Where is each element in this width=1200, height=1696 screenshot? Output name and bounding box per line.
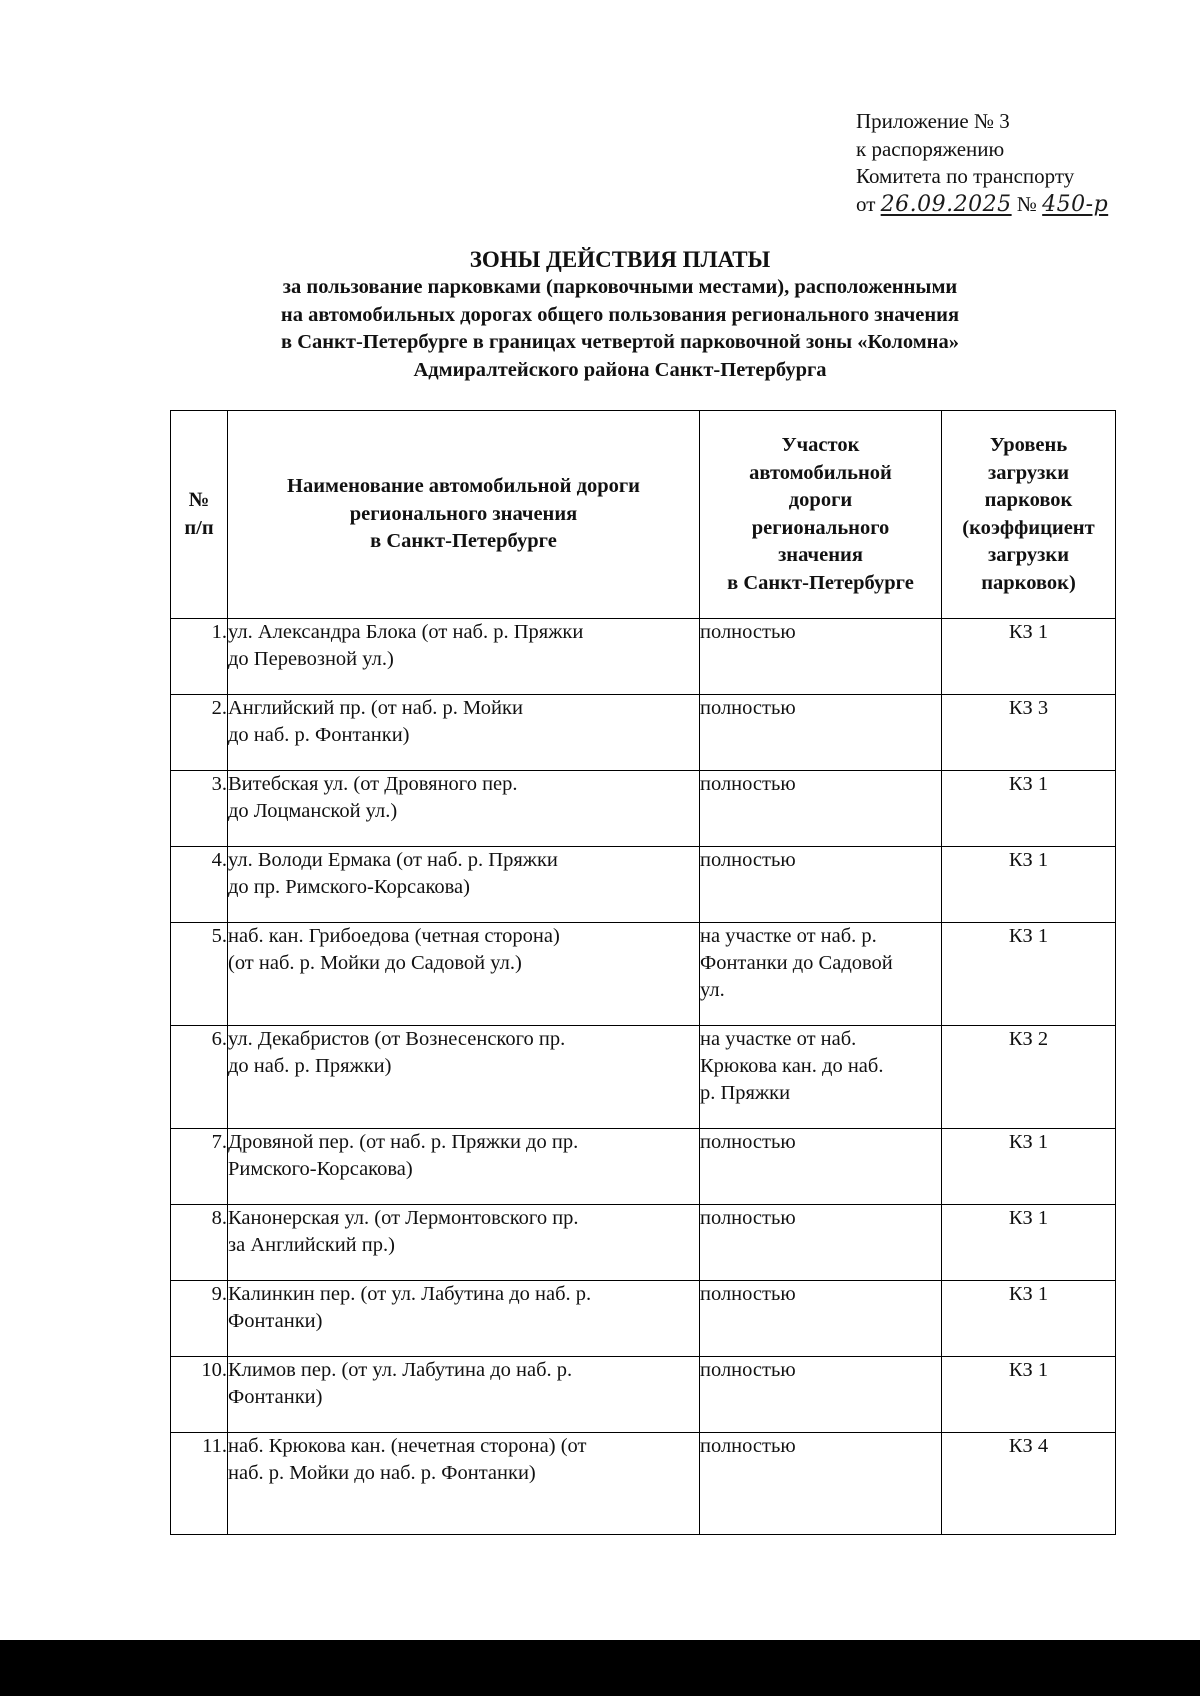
appendix-line: Комитета по транспорту [856, 164, 1075, 188]
row-number: 4. [171, 847, 228, 923]
road-name [228, 695, 700, 771]
cell-line: Фонтанки) [228, 1386, 323, 1408]
header-road-section [700, 411, 942, 619]
cell-line: наб. р. Мойки до наб. р. Фонтанки) [228, 1462, 536, 1484]
load-level: КЗ 4 [942, 1433, 1116, 1535]
cell-line: Калинкин пер. (от ул. Лабутина до наб. р. [228, 1283, 592, 1305]
road-name [228, 1026, 700, 1129]
table-row [171, 1433, 1116, 1535]
road-name [228, 847, 700, 923]
cell-line: до Лоцманской ул.) [228, 800, 398, 822]
header-text: п/п [184, 516, 214, 539]
header-text: загрузки [987, 461, 1070, 484]
header-text: Участок [781, 434, 860, 456]
road-section [700, 1129, 942, 1205]
header-text: Уровень [989, 434, 1068, 456]
cell-line: на участке от наб. [700, 1028, 857, 1050]
title-line: в Санкт-Петербурге в границах четвертой парковочной зоны «Коломна» [281, 331, 959, 353]
title-main: ЗОНЫ ДЕЙСТВИЯ ПЛАТЫ [469, 247, 771, 272]
road-section [700, 771, 942, 847]
header-road-name [228, 411, 700, 619]
road-section [700, 1433, 942, 1535]
row-number: 1. [171, 619, 228, 695]
scan-bottom-bar [0, 1640, 1200, 1696]
load-level: КЗ 1 [942, 1129, 1116, 1205]
load-level: КЗ 1 [942, 1205, 1116, 1281]
road-name [228, 1357, 700, 1433]
load-level: КЗ 1 [942, 1357, 1116, 1433]
cell-line: до наб. р. Пряжки) [228, 1055, 392, 1077]
cell-line: ул. Александра Блока (от наб. р. Пряжки [228, 621, 584, 643]
row-number: 2. [171, 695, 228, 771]
road-name [228, 1281, 700, 1357]
cell-line: полностью [700, 1207, 796, 1229]
header-num [171, 411, 228, 619]
cell-line: Фонтанки до Садовой [700, 952, 893, 974]
header-text: регионального [751, 516, 890, 539]
road-section [700, 1357, 942, 1433]
header-text: в Санкт-Петербурге [370, 530, 557, 553]
cell-line: Витебская ул. (от Дровяного пер. [228, 773, 518, 795]
cell-line: полностью [700, 1435, 796, 1457]
date-prefix: от [856, 191, 881, 216]
cell-line: за Английский пр.) [228, 1234, 395, 1256]
table-row [171, 771, 1116, 847]
load-level: КЗ 3 [942, 695, 1116, 771]
header-load-level [942, 411, 1116, 619]
cell-line: Дровяной пер. (от наб. р. Пряжки до пр. [228, 1131, 579, 1153]
table-row [171, 1129, 1116, 1205]
table-row [171, 695, 1116, 771]
table-row [171, 1357, 1116, 1433]
road-section [700, 619, 942, 695]
cell-line: полностью [700, 849, 796, 871]
cell-line: наб. Крюкова кан. (нечетная сторона) (от [228, 1435, 587, 1457]
table-row [171, 923, 1116, 1026]
row-number: 3. [171, 771, 228, 847]
document-title [0, 246, 1200, 384]
road-section [700, 695, 942, 771]
cell-line: ул. Декабристов (от Вознесенского пр. [228, 1028, 566, 1050]
cell-line: Римского-Корсакова) [228, 1158, 413, 1180]
row-number: 11. [171, 1433, 228, 1535]
cell-line: ул. [700, 979, 725, 1001]
load-level: КЗ 1 [942, 1281, 1116, 1357]
row-number: 5. [171, 923, 228, 1026]
row-number: 6. [171, 1026, 228, 1129]
cell-line: Климов пер. (от ул. Лабутина до наб. р. [228, 1359, 573, 1381]
cell-line: Фонтанки) [228, 1310, 323, 1332]
road-section [700, 1281, 942, 1357]
header-text: значения [778, 544, 863, 566]
table-row [171, 619, 1116, 695]
appendix-line: к распоряжению [856, 136, 1005, 161]
road-section [700, 1205, 942, 1281]
header-text: парковок [984, 489, 1073, 511]
handwritten-number: 450-р [1042, 191, 1109, 217]
appendix-line: Приложение № 3 [856, 109, 1010, 133]
road-name [228, 619, 700, 695]
cell-line: полностью [700, 1283, 796, 1305]
road-section [700, 1026, 942, 1129]
cell-line: (от наб. р. Мойки до Садовой ул.) [228, 952, 522, 974]
load-level: КЗ 2 [942, 1026, 1116, 1129]
cell-line: полностью [700, 773, 796, 795]
title-line: Адмиралтейского района Санкт-Петербурга [413, 358, 827, 381]
road-section [700, 847, 942, 923]
table-row [171, 1281, 1116, 1357]
road-name [228, 771, 700, 847]
cell-line: р. Пряжки [700, 1082, 791, 1104]
load-level: КЗ 1 [942, 847, 1116, 923]
handwritten-date: 26.09.2025 [880, 191, 1012, 217]
table-row [171, 1205, 1116, 1281]
cell-line: наб. кан. Грибоедова (четная сторона) [228, 925, 560, 947]
cell-line: полностью [700, 1131, 796, 1153]
title-line: за пользование парковками (парковочными местами), расположенными [282, 276, 958, 298]
cell-line: полностью [700, 697, 796, 719]
appendix-date-line [856, 191, 1108, 219]
header-text: (коэффициент [962, 516, 1095, 539]
cell-line: ул. Володи Ермака (от наб. р. Пряжки [228, 849, 558, 871]
road-name [228, 1129, 700, 1205]
row-number: 10. [171, 1357, 228, 1433]
cell-line: Английский пр. (от наб. р. Мойки [228, 697, 523, 719]
row-number: 9. [171, 1281, 228, 1357]
header-text: автомобильной [749, 461, 892, 484]
road-name [228, 923, 700, 1026]
road-section [700, 923, 942, 1026]
row-number: 7. [171, 1129, 228, 1205]
cell-line: Крюкова кан. до наб. [700, 1055, 884, 1077]
table-row [171, 847, 1116, 923]
header-text: регионального значения [349, 502, 578, 525]
parking-zones-table [170, 410, 1116, 1535]
road-name [228, 1205, 700, 1281]
table-header-row [171, 411, 1116, 619]
cell-line: полностью [700, 1359, 796, 1381]
cell-line: до пр. Римского-Корсакова) [228, 876, 470, 898]
row-number: 8. [171, 1205, 228, 1281]
number-prefix: № [1011, 191, 1043, 216]
load-level: КЗ 1 [942, 771, 1116, 847]
header-text: дороги [788, 489, 853, 511]
road-name [228, 1433, 700, 1535]
cell-line: до Перевозной ул.) [228, 648, 394, 670]
table-row [171, 1026, 1116, 1129]
cell-line: Канонерская ул. (от Лермонтовского пр. [228, 1207, 579, 1229]
header-text: парковок) [981, 571, 1076, 594]
appendix-block [856, 108, 1108, 218]
title-line: на автомобильных дорогах общего пользования регионального значения [280, 303, 960, 326]
header-text: № [188, 489, 210, 511]
header-text: загрузки [987, 544, 1070, 566]
load-level: КЗ 1 [942, 619, 1116, 695]
load-level: КЗ 1 [942, 923, 1116, 1026]
cell-line: до наб. р. Фонтанки) [228, 724, 410, 746]
cell-line: полностью [700, 621, 796, 643]
header-text: Наименование автомобильной дороги [287, 475, 640, 498]
cell-line: на участке от наб. р. [700, 925, 877, 947]
header-text: в Санкт-Петербурге [727, 571, 914, 594]
